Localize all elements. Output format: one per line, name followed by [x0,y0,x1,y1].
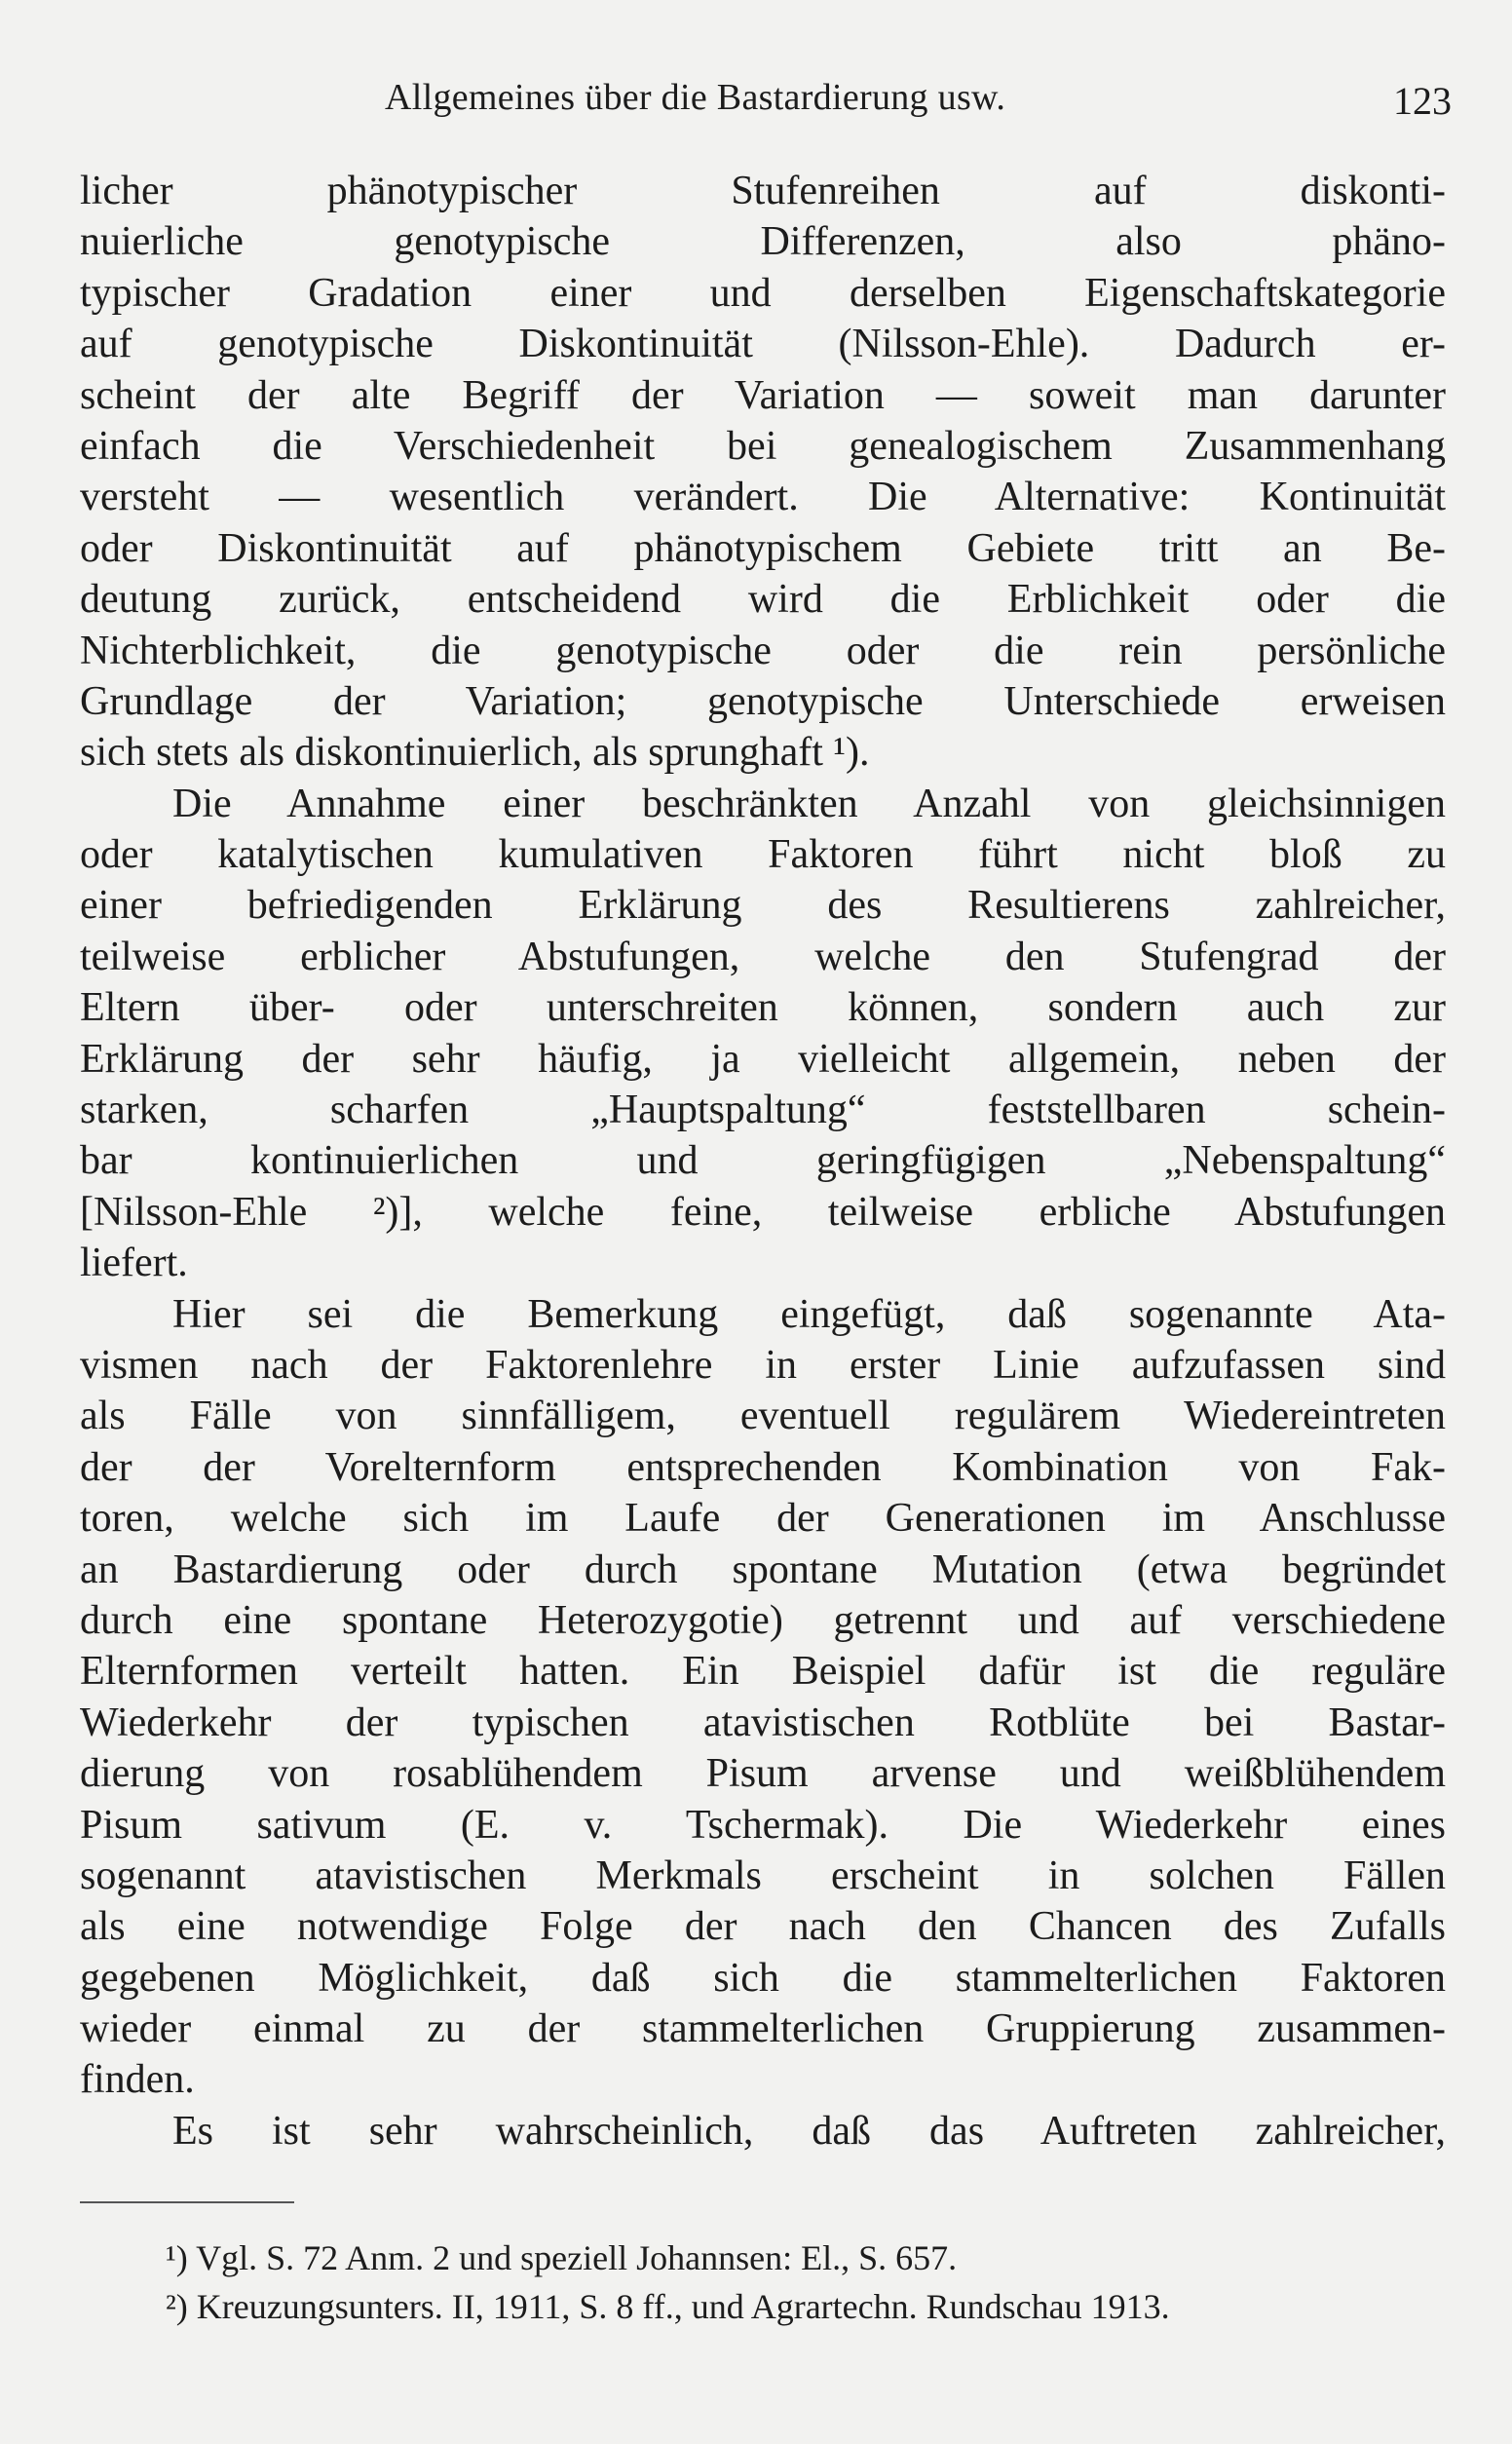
paragraph-start-line: Hier sei die Bemerkung eingefügt, daß sogenannte Ata- [172,1291,1446,1337]
text-line: Wiederkehr der typischen atavistischen Rotblüte bei Bastar- [80,1699,1446,1745]
text-line: wieder einmal zu der stammelterlichen Gruppierung zusammen- [80,2006,1446,2052]
paragraph-start-line: Es ist sehr wahrscheinlich, daß das Auftreten zahlreicher, [172,2108,1446,2154]
text-line: starken, scharfen „Hauptspaltung“ feststellbaren schein- [80,1088,1446,1133]
footnotes [166,2234,1442,2331]
text-line: gegebenen Möglichkeit, daß sich die stammelterlichen Faktoren [80,1955,1446,2001]
text-line: toren, welche sich im Laufe der Generationen im Anschlusse [80,1496,1446,1542]
text-line: der der Vorelternform entsprechenden Kombination von Fak- [80,1444,1446,1490]
page-header [385,76,1452,134]
text-line: vismen nach der Faktorenlehre in erster Linie aufzufassen sind [80,1342,1446,1388]
text-line: einfach die Verschiedenheit bei genealogischem Zusammenhang [80,423,1446,469]
text-line: typischer Gradation einer und derselben Eigenschaftskategorie [80,270,1446,316]
paragraph-end-line: sich stets als diskontinuierlich, als sprunghaft ¹). [80,730,870,776]
footnote-divider [80,2201,294,2203]
paragraph-end-line: liefert. [80,1241,188,1286]
running-title: Allgemeines über die Bastardierung usw. [385,77,1006,118]
text-line: Eltern über- oder unterschreiten können, sondern auch zur [80,985,1446,1031]
text-line: als Fälle von sinnfälligem, eventuell regulärem Wiedereintreten [80,1394,1446,1439]
text-line: einer befriedigenden Erklärung des Resultierens zahlreicher, [80,883,1446,929]
text-line: sogenannt atavistischen Merkmals erscheint in solchen Fällen [80,1852,1446,1898]
text-line: Erklärung der sehr häufig, ja vielleicht allgemein, neben der [80,1036,1446,1082]
text-line: nuierliche genotypische Differenzen, also phäno- [80,219,1446,265]
page-number: 123 [1393,79,1452,123]
text-line: bar kontinuierlichen und geringfügigen „Nebenspaltung“ [80,1138,1446,1184]
body-text [80,166,1446,2157]
footnote-1: ¹) Vgl. S. 72 Anm. 2 und speziell Johannsen: El., S. 657. [166,2238,958,2277]
text-line: durch eine spontane Heterozygotie) getrennt und auf verschiedene [80,1597,1446,1643]
text-line: deutung zurück, entscheidend wird die Erblichkeit oder die [80,577,1446,623]
text-line: oder katalytischen kumulativen Faktoren führt nicht bloß zu [80,832,1446,878]
text-line: Pisum sativum (E. v. Tschermak). Die Wiederkehr eines [80,1802,1446,1848]
text-line: oder Diskontinuität auf phänotypischem Gebiete tritt an Be- [80,525,1446,571]
text-line: Elternformen verteilt hatten. Ein Beispiel dafür ist die reguläre [80,1649,1446,1695]
text-line: teilweise erblicher Abstufungen, welche den Stufengrad der [80,934,1446,979]
text-line: Nichterblichkeit, die genotypische oder die rein persönliche [80,628,1446,673]
text-line: licher phänotypischer Stufenreihen auf diskonti- [80,169,1446,213]
text-line: auf genotypische Diskontinuität (Nilsson-Ehle). Dadurch er- [80,322,1446,367]
text-line: an Bastardierung oder durch spontane Mutation (etwa begründet [80,1547,1446,1592]
text-line: als eine notwendige Folge der nach den Chancen des Zufalls [80,1904,1446,1950]
text-line: scheint der alte Begriff der Variation — soweit man darunter [80,372,1446,418]
paragraph-end-line: finden. [80,2057,195,2103]
text-line: [Nilsson-Ehle ²)], welche feine, teilweise erbliche Abstufungen [80,1189,1446,1235]
text-line: dierung von rosablühendem Pisum arvense und weißblühendem [80,1751,1446,1797]
paragraph-start-line: Die Annahme einer beschränkten Anzahl von gleichsinnigen [172,781,1446,826]
text-line: versteht — wesentlich verändert. Die Alternative: Kontinuität [80,475,1446,520]
footnote-2: ²) Kreuzungsunters. II, 1911, S. 8 ff., und Agrartechn. Rundschau 1913. [166,2287,1170,2326]
text-line: Grundlage der Variation; genotypische Unterschiede erweisen [80,678,1446,724]
